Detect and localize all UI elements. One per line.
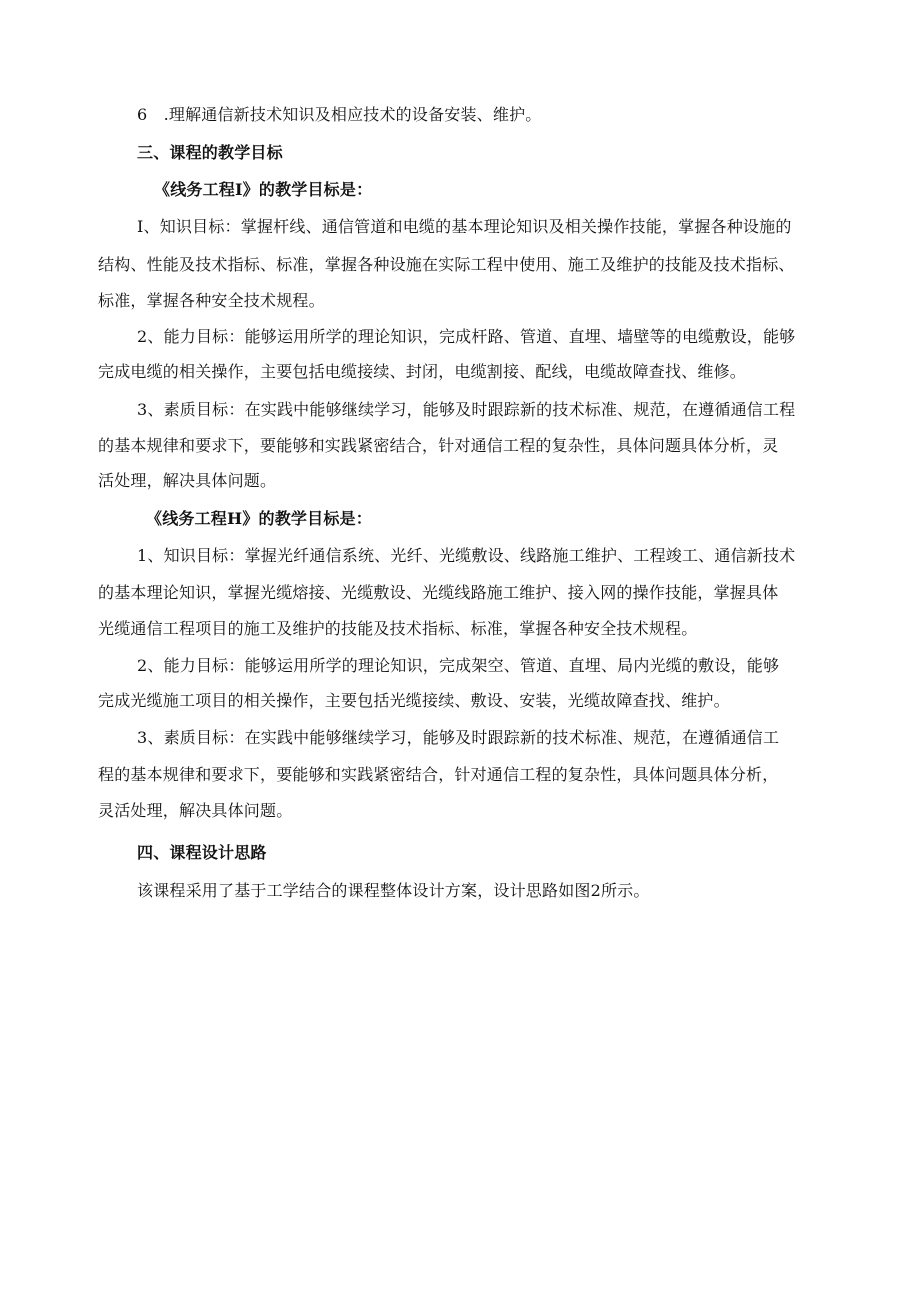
course-1-ability-line-1: 2、能力目标：能够运用所学的理论知识，完成杆路、管道、直埋、墙壁等的电缆敷设，能够 bbox=[137, 327, 796, 346]
course-2-knowledge-line-2: 的基本理论知识，掌握光缆熔接、光缆敷设、光缆线路施工维护、接入网的操作技能，掌握具体 bbox=[98, 583, 779, 602]
course-1-title: 《线务工程I》的教学目标是： bbox=[154, 180, 373, 199]
course-1-quality-line-3: 活处理，解决具体问题。 bbox=[98, 471, 277, 490]
course-2-quality-line-1: 3、素质目标：在实践中能够继续学习，能够及时跟踪新的技术标准、规范，在遵循通信工 bbox=[137, 728, 780, 747]
course-2-quality-line-2: 程的基本规律和要求下，要能够和实践紧密结合，针对通信工程的复杂性，具体问题具体分析， bbox=[98, 765, 779, 784]
section-4-heading: 四、课程设计思路 bbox=[137, 843, 267, 862]
section-4-text: 该课程采用了基于工学结合的课程整体设计方案，设计思路如图2所示。 bbox=[137, 881, 650, 900]
course-2-title: 《线务工程H》的教学目标是： bbox=[146, 509, 372, 528]
course-1-knowledge-line-1: I、知识目标：掌握杆线、通信管道和电缆的基本理论知识及相关操作技能，掌握各种设施的 bbox=[137, 217, 792, 236]
course-1-knowledge-line-3: 标准，掌握各种安全技术规程。 bbox=[98, 291, 325, 310]
course-1-quality-line-1: 3、素质目标：在实践中能够继续学习，能够及时跟踪新的技术标准、规范，在遵循通信工程 bbox=[137, 400, 796, 419]
section-3-heading: 三、课程的教学目标 bbox=[137, 143, 283, 162]
course-2-knowledge-line-3: 光缆通信工程项目的施工及维护的技能及技术指标、标准，掌握各种安全技术规程。 bbox=[98, 619, 698, 638]
item-6-text: 6 .理解通信新技术知识及相应技术的设备安装、维护。 bbox=[137, 105, 542, 124]
course-2-ability-line-2: 完成光缆施工项目的相关操作，主要包括光缆接续、敷设、安装，光缆故障查找、维护。 bbox=[98, 691, 730, 710]
course-2-quality-line-3: 灵活处理，解决具体问题。 bbox=[98, 801, 293, 820]
course-1-quality-line-2: 的基本规律和要求下，要能够和实践紧密结合，针对通信工程的复杂性，具体问题具体分析，灵 bbox=[98, 436, 779, 455]
course-2-knowledge-line-1: 1、知识目标：掌握光纤通信系统、光纤、光缆敷设、线路施工维护、工程竣工、通信新技术 bbox=[137, 546, 796, 565]
course-1-ability-line-2: 完成电缆的相关操作，主要包括电缆接续、封闭，电缆割接、配线，电缆故障查找、维修。 bbox=[98, 362, 747, 381]
course-2-ability-line-1: 2、能力目标：能够运用所学的理论知识，完成架空、管道、直埋、局内光缆的敷设，能够 bbox=[137, 656, 780, 675]
course-1-knowledge-line-2: 结构、性能及技术指标、标准，掌握各种设施在实际工程中使用、施工及维护的技能及技术指标、 bbox=[98, 255, 795, 274]
